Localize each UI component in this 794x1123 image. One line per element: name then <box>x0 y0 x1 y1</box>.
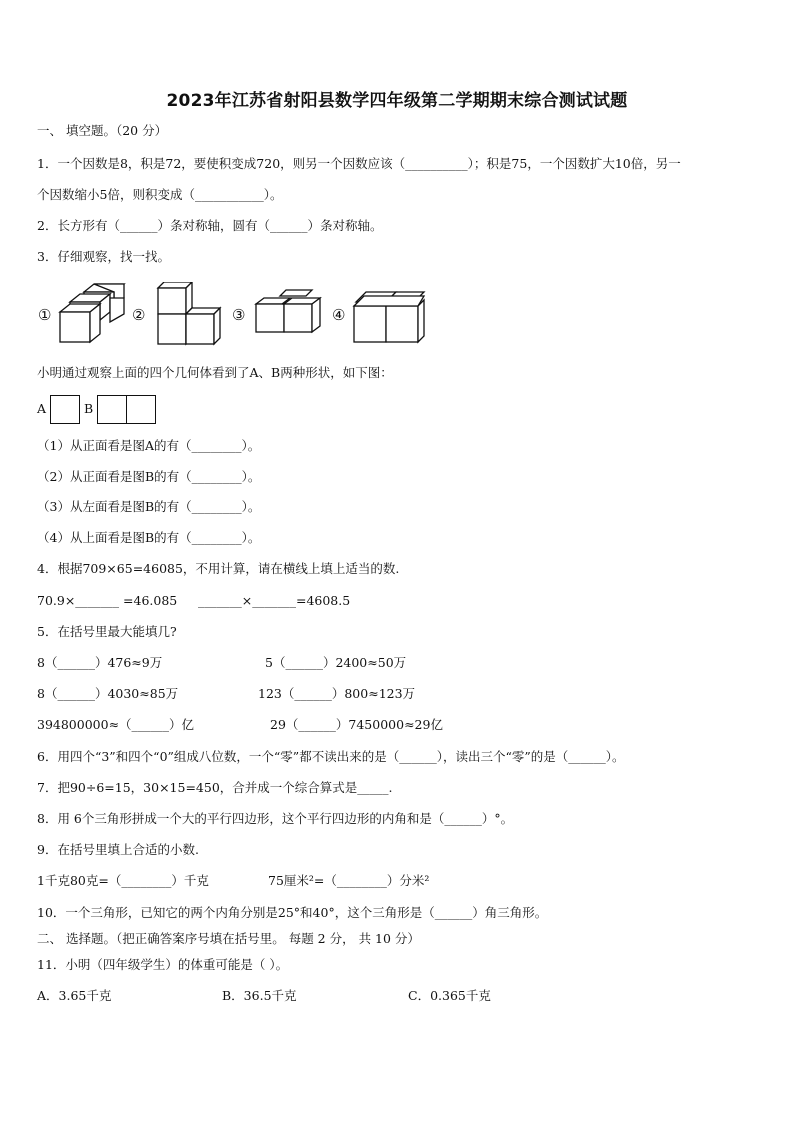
question-9: 9．在括号里填上合适的小数. <box>37 842 199 857</box>
question-4-equation-left: 70.9×_______ =46.085 <box>37 593 178 608</box>
figure-4-label: ④ <box>332 306 346 324</box>
page-title: 2023年江苏省射阳县数学四年级第二学期期末综合测试试题 <box>166 91 628 111</box>
question-11-option-c: C．0.365千克 <box>408 988 491 1003</box>
question-5-row-2-left: 8（______）4030≈85万 <box>37 686 179 701</box>
question-3-sub-2: （2）从正面看是图B的有（________）。 <box>37 469 261 484</box>
question-1-line-1: 1．一个因数是8，积是72，要使积变成720，则另一个因数应该（__________）；积是75，一个因数扩大10倍，另一 <box>37 156 681 171</box>
section-fill-in-heading: 一、 填空题。（20 分） <box>37 123 168 138</box>
shape-b-label: B <box>84 401 94 416</box>
question-9-equation-left: 1千克80克=（________）千克 <box>37 873 209 888</box>
figure-2-solid <box>158 282 220 344</box>
question-11-option-a: A．3.65千克 <box>37 988 112 1003</box>
cube-figures <box>34 282 434 352</box>
figure-4-solid <box>354 292 424 342</box>
figure-3-solid <box>256 290 320 332</box>
figure-3-label: ③ <box>232 306 246 324</box>
question-11: 11．小明（四年级学生）的体重可能是（ ）。 <box>37 957 289 972</box>
question-11-option-b: B．36.5千克 <box>222 988 297 1003</box>
question-3: 3．仔细观察，找一找。 <box>37 249 170 264</box>
section-choice-heading: 二、 选择题。（把正确答案序号填在括号里。 每题 2 分， 共 10 分） <box>37 931 420 946</box>
question-5: 5．在括号里最大能填几? <box>37 624 177 639</box>
question-5-row-2-right: 123（______）800≈123万 <box>258 686 416 701</box>
question-3-sub-3: （3）从左面看是图B的有（________）。 <box>37 499 261 514</box>
question-4-equation-right: _______×_______=4608.5 <box>198 593 351 608</box>
figure-1-solid <box>60 284 124 342</box>
question-10: 10．一个三角形，已知它的两个内角分别是25°和40°，这个三角形是（______）角三角形。 <box>37 905 548 920</box>
shape-a-square <box>50 395 80 424</box>
shape-b-square-1 <box>97 395 127 424</box>
question-9-equation-right: 75厘米²=（________）分米² <box>268 873 430 888</box>
question-6: 6．用四个“3”和四个“0”组成八位数，一个“零”都不读出来的是（______），读出三个“零”的是（______）。 <box>37 749 625 764</box>
question-5-row-1-left: 8（______）476≈9万 <box>37 655 163 670</box>
figure-2-label: ② <box>132 306 146 324</box>
question-5-row-3-left: 394800000≈（______）亿 <box>37 717 195 732</box>
shape-a-label: A <box>37 401 47 416</box>
question-4: 4．根据709×65=46085，不用计算，请在横线上填上适当的数. <box>37 561 400 576</box>
figure-1-label: ① <box>38 306 52 324</box>
question-5-row-3-right: 29（______）7450000≈29亿 <box>270 717 443 732</box>
shape-b-square-2 <box>126 395 156 424</box>
question-2: 2．长方形有（______）条对称轴，圆有（______）条对称轴。 <box>37 218 383 233</box>
question-3-sub-4: （4）从上面看是图B的有（________）。 <box>37 530 261 545</box>
question-3-sub-1: （1）从正面看是图A的有（________）。 <box>37 438 261 453</box>
question-1-line-2: 个因数缩小5倍，则积变成（___________）。 <box>37 187 283 202</box>
question-5-row-1-right: 5（______）2400≈50万 <box>265 655 407 670</box>
question-7: 7．把90÷6=15，30×15=450，合并成一个综合算式是_____. <box>37 780 393 795</box>
question-3-description: 小明通过观察上面的四个几何体看到了A、B两种形状，如下图： <box>37 365 393 380</box>
question-8: 8．用 6个三角形拼成一个大的平行四边形，这个平行四边形的内角和是（______）°。 <box>37 811 514 826</box>
